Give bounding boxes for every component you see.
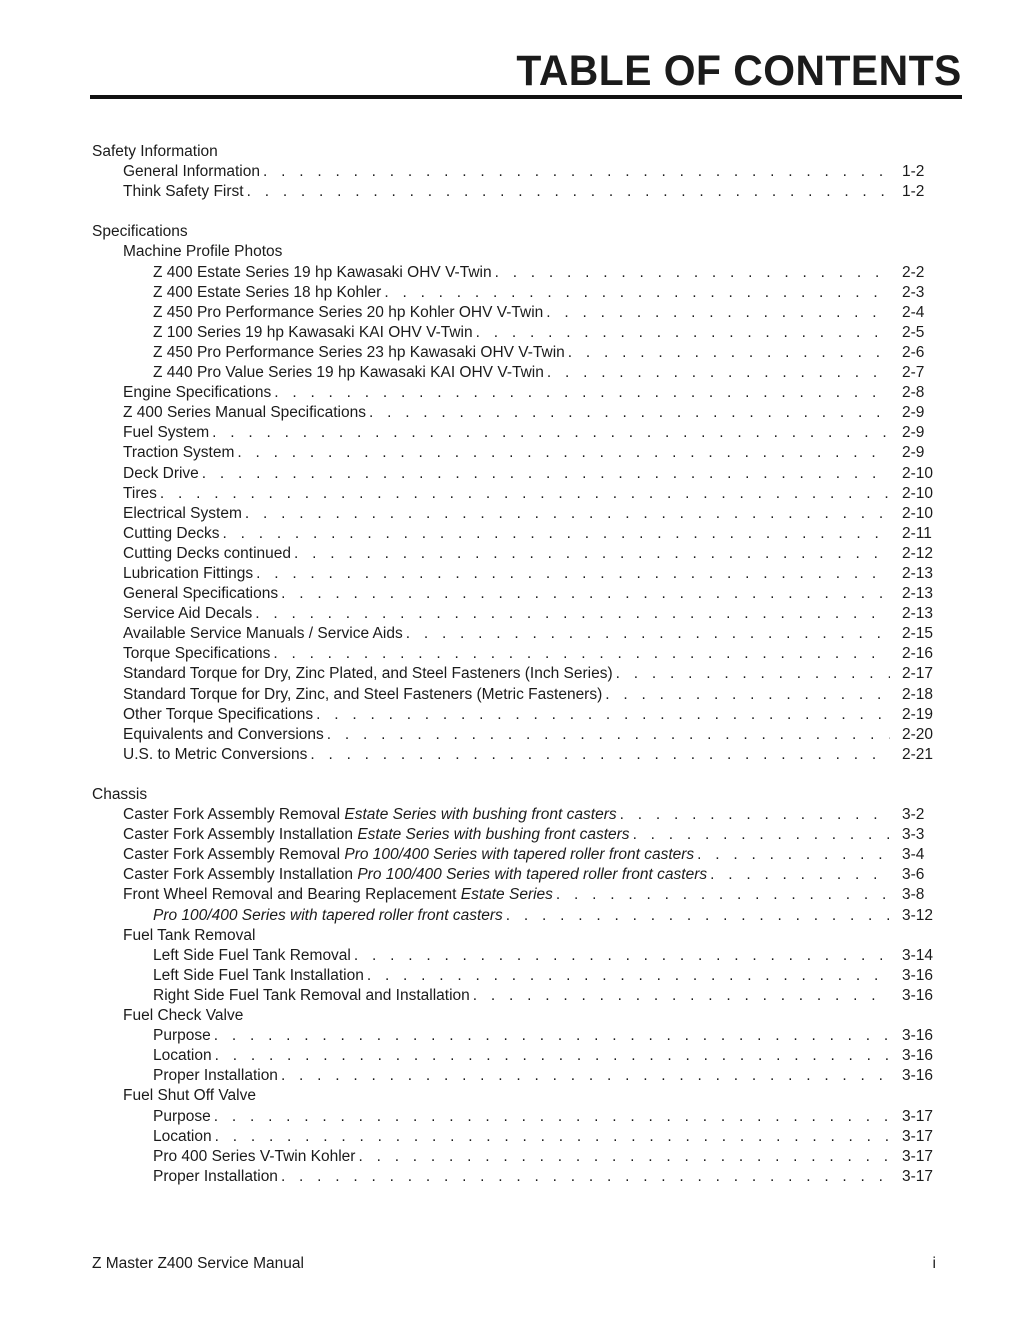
toc-entry-label	[123, 524, 219, 544]
toc-entry-label	[123, 664, 613, 684]
toc-entry-page: 2-13	[902, 564, 934, 582]
toc-entry-label	[153, 986, 470, 1006]
toc-entry-label	[153, 303, 543, 323]
toc-entry	[92, 805, 936, 825]
toc-entry-label	[123, 1086, 256, 1106]
toc-entry	[92, 1147, 936, 1167]
toc-entry-label	[153, 1147, 355, 1167]
toc-entry-label	[153, 323, 473, 343]
dot-leader	[222, 524, 890, 544]
toc-entry-page: 2-8	[902, 384, 925, 402]
toc-entry-page: 2-19	[902, 705, 934, 723]
dot-leader	[214, 1107, 890, 1127]
toc-entry	[92, 1006, 936, 1026]
toc-entry-text: Proper Installation	[153, 1067, 278, 1085]
toc-entry-label	[123, 926, 255, 946]
toc-entry-text: Location	[153, 1047, 212, 1065]
toc-entry-label	[153, 906, 503, 926]
dot-leader	[316, 705, 890, 725]
toc-entry-label	[123, 1006, 243, 1026]
toc-entry-label	[153, 966, 364, 986]
toc-section-heading-label: Chassis	[92, 786, 148, 803]
toc-entry	[92, 363, 936, 383]
dot-leader	[281, 1066, 890, 1086]
toc-entry-label	[123, 484, 157, 504]
toc-entry-label	[153, 1066, 278, 1086]
toc-entry-page: 2-9	[902, 404, 925, 422]
dot-leader	[697, 845, 890, 865]
toc-entry	[92, 725, 936, 745]
toc-entry-text: U.S. to Metric Conversions	[123, 745, 308, 763]
toc-entry	[92, 1026, 936, 1046]
dot-leader	[281, 584, 890, 604]
toc-entry-text: Tires	[123, 484, 157, 502]
dot-leader	[620, 805, 890, 825]
toc-entry	[92, 544, 936, 564]
toc-entry-page: 2-18	[902, 685, 934, 703]
toc-entry-label	[153, 1026, 211, 1046]
dot-leader	[476, 323, 890, 343]
toc-entry-page: 2-20	[902, 725, 934, 743]
toc-entry-text: Front Wheel Removal and Bearing Replacement	[123, 886, 461, 904]
toc-entry-text: Z 400 Series Manual Specifications	[123, 404, 366, 422]
toc-entry-text: Cutting Decks	[123, 524, 220, 542]
toc-entry-text: Deck Drive	[123, 464, 199, 482]
toc-entry	[92, 323, 936, 343]
toc-entry-page: 3-16	[902, 966, 934, 984]
toc-entry-page: 3-17	[902, 1167, 934, 1185]
toc-entry	[92, 705, 936, 725]
toc-entry	[92, 443, 936, 463]
toc-entry-text: Left Side Fuel Tank Removal	[153, 946, 351, 964]
dot-leader	[384, 283, 890, 303]
toc-entry-page: 3-17	[902, 1127, 934, 1145]
toc-entry-page: 2-9	[902, 424, 925, 442]
toc-entry-text: Purpose	[153, 1107, 211, 1125]
toc-entry	[92, 745, 936, 765]
toc-entry-text: Z 100 Series 19 hp Kawasaki KAI OHV V-Twin	[153, 323, 473, 341]
toc-entry-label	[123, 745, 307, 765]
dot-leader	[367, 966, 890, 986]
toc-entry	[92, 504, 936, 524]
toc-entry-page: 2-6	[902, 343, 925, 361]
page-title: TABLE OF CONTENTS	[516, 47, 962, 95]
toc-section-heading-label: Specifications	[92, 223, 188, 241]
toc-entry-label	[123, 182, 244, 202]
toc-entry-text: General Specifications	[123, 585, 279, 603]
toc-entry	[92, 906, 936, 926]
toc-entry-text: Torque Specifications	[123, 645, 271, 663]
toc-entry-label	[153, 1107, 211, 1127]
toc-entry-text: Think Safety First	[123, 183, 244, 201]
toc-entry-text: Fuel Tank Removal	[123, 926, 256, 944]
toc-entry-page: 2-10	[902, 504, 934, 522]
dot-leader	[274, 383, 890, 403]
title-rule-divider	[90, 95, 962, 99]
toc-entry-page: 3-3	[902, 826, 925, 844]
toc-entry	[92, 464, 936, 484]
toc-entry-text: Standard Torque for Dry, Zinc Plated, and Steel Fasteners (Inch Series)	[123, 665, 613, 683]
toc-entry-label	[123, 504, 242, 524]
dot-leader	[327, 725, 890, 745]
toc-entry-page: 3-17	[902, 1147, 934, 1165]
toc-entry-label	[153, 343, 565, 363]
toc-entry-page: 3-12	[902, 906, 934, 924]
toc-section-heading	[92, 785, 936, 805]
dot-leader	[263, 162, 890, 182]
toc-entry-text: Z 450 Pro Performance Series 20 hp Kohler OHV V-Twin	[153, 303, 544, 321]
toc-entry	[92, 946, 936, 966]
toc-entry-text-italic: Estate Series	[460, 886, 553, 904]
dot-leader	[473, 986, 890, 1006]
dot-leader	[294, 544, 890, 564]
toc-entry-text: Z 400 Estate Series 18 hp Kohler	[153, 283, 382, 301]
toc-entry-page: 1-2	[902, 163, 925, 181]
toc-entry-page: 2-9	[902, 444, 925, 462]
toc-entry-text: Proper Installation	[153, 1167, 278, 1185]
toc-entry-label	[153, 946, 351, 966]
toc-entry	[92, 343, 936, 363]
toc-section-heading	[92, 222, 936, 242]
toc-entry-page: 3-4	[902, 846, 925, 864]
footer-page-number: i	[932, 1255, 936, 1272]
toc-entry-page: 2-21	[902, 745, 934, 763]
toc-entry-page: 3-16	[902, 986, 934, 1004]
toc-entry-text: Standard Torque for Dry, Zinc, and Steel Fasteners (Metric Fasteners)	[123, 685, 603, 703]
dot-leader	[556, 885, 890, 905]
toc-entry-text-italic: Estate Series with bushing front casters	[357, 826, 630, 844]
toc-entry-text: Pro 400 Series V-Twin Kohler	[153, 1147, 356, 1165]
toc-entry-page: 2-11	[902, 524, 932, 542]
dot-leader	[237, 443, 890, 463]
dot-leader	[354, 946, 890, 966]
toc-entry-text: Service Aid Decals	[123, 605, 253, 623]
dot-leader	[546, 303, 890, 323]
toc-entry-page: 3-8	[902, 886, 925, 904]
dot-leader	[214, 1026, 890, 1046]
toc-entry	[92, 263, 936, 283]
toc-entry-label	[153, 263, 492, 283]
toc-section	[92, 222, 936, 765]
toc-entry-text: Available Service Manuals / Service Aids	[123, 625, 403, 643]
toc-entry	[92, 604, 936, 624]
toc-entry-text: Location	[153, 1127, 212, 1145]
toc-entry-text-italic: Pro 100/400 Series with tapered roller front casters	[357, 866, 708, 884]
toc-entry-text: Caster Fork Assembly Removal	[123, 846, 345, 864]
toc-section-heading-label: Safety Information	[92, 143, 218, 160]
toc-entry-text: Z 400 Estate Series 19 hp Kawasaki OHV V-Twin	[153, 263, 492, 281]
toc-entry	[92, 624, 936, 644]
toc-entry-page: 1-2	[902, 183, 925, 201]
toc-entry-label	[123, 644, 270, 664]
toc-entry-text: Cutting Decks continued	[123, 544, 292, 562]
toc-entry	[92, 885, 936, 905]
toc-entry-page: 3-16	[902, 1047, 934, 1065]
toc-entry-page: 3-17	[902, 1107, 934, 1125]
toc-entry-label	[123, 464, 199, 484]
dot-leader	[506, 906, 890, 926]
toc-entry	[92, 182, 936, 202]
toc-entry	[92, 484, 936, 504]
toc-entry-label	[123, 825, 630, 845]
toc-entry-label	[123, 624, 403, 644]
toc-entry	[92, 242, 936, 262]
toc-entry-text-italic: Pro 100/400 Series with tapered roller front casters	[344, 846, 695, 864]
toc-entry-page: 2-16	[902, 645, 934, 663]
toc-entry-page: 2-17	[902, 665, 934, 683]
toc-entry-label	[123, 805, 617, 825]
toc-entry	[92, 584, 936, 604]
toc-entry-text: Fuel Check Valve	[123, 1007, 244, 1025]
toc-entry-text: General Information	[123, 163, 260, 181]
dot-leader	[215, 1046, 890, 1066]
toc-entry-text: Engine Specifications	[123, 384, 272, 402]
toc-entry-page: 2-10	[902, 464, 934, 482]
toc-entry-page: 2-13	[902, 585, 934, 603]
toc-entry-label	[153, 1167, 278, 1187]
dot-leader	[616, 664, 890, 684]
dot-leader	[406, 624, 890, 644]
toc-entry-text-italic: Estate Series with bushing front casters	[344, 806, 617, 824]
toc-entry	[92, 283, 936, 303]
toc-entry-text: Purpose	[153, 1027, 211, 1045]
dot-leader	[255, 604, 890, 624]
toc-entry	[92, 1046, 936, 1066]
toc-entry-page: 2-12	[902, 544, 934, 562]
page-footer	[92, 1254, 936, 1274]
toc-entry-text: Electrical System	[123, 504, 242, 522]
toc-entry	[92, 865, 936, 885]
toc-entry-page: 2-15	[902, 625, 934, 643]
toc-entry-text: Other Torque Specifications	[123, 705, 314, 723]
dot-leader	[247, 182, 890, 202]
toc-entry-label	[123, 443, 234, 463]
dot-leader	[633, 825, 890, 845]
dot-leader	[245, 504, 890, 524]
toc-entry-label	[123, 564, 253, 584]
toc-entry-label	[123, 544, 291, 564]
dot-leader	[710, 865, 890, 885]
toc-entry	[92, 1107, 936, 1127]
toc-entry	[92, 845, 936, 865]
toc-entry-label	[153, 363, 544, 383]
dot-leader	[273, 644, 890, 664]
toc-entry-text: Fuel System	[123, 424, 210, 442]
toc-entry	[92, 303, 936, 323]
toc-entry-page: 2-10	[902, 484, 934, 502]
toc-entry-text: Traction System	[123, 444, 235, 462]
toc-entry-text: Z 450 Pro Performance Series 23 hp Kawasaki OHV V-Twin	[153, 343, 565, 361]
toc-entry-label	[153, 1046, 212, 1066]
toc-entry-text: Caster Fork Assembly Removal	[123, 806, 345, 824]
toc-entry-label	[123, 705, 313, 725]
toc-entry	[92, 664, 936, 684]
toc-entry-page: 3-16	[902, 1027, 934, 1045]
toc-entry-label	[123, 403, 366, 423]
toc-entry-page: 3-16	[902, 1067, 934, 1085]
dot-leader	[256, 564, 890, 584]
dot-leader	[605, 685, 890, 705]
toc-entry-label	[153, 1127, 212, 1147]
toc-entry-text: Caster Fork Assembly Installation	[123, 826, 358, 844]
toc-entry-text: Left Side Fuel Tank Installation	[153, 966, 364, 984]
toc-entry-text: Fuel Shut Off Valve	[123, 1087, 256, 1105]
page-title-wrap	[90, 47, 962, 95]
toc-entry-page: 2-3	[902, 283, 925, 301]
toc-entry	[92, 1086, 936, 1106]
dot-leader	[212, 423, 890, 443]
toc-entry-text: Z 440 Pro Value Series 19 hp Kawasaki KAI OHV V-Twin	[153, 364, 544, 382]
dot-leader	[202, 464, 890, 484]
toc-entry	[92, 403, 936, 423]
toc-entry	[92, 162, 936, 182]
toc-entry-text: Caster Fork Assembly Installation	[123, 866, 358, 884]
toc-entry-label	[123, 685, 602, 705]
toc-entry	[92, 986, 936, 1006]
toc-entry-text: Right Side Fuel Tank Removal and Installation	[153, 986, 470, 1004]
toc-entry	[92, 926, 936, 946]
toc-entry	[92, 423, 936, 443]
toc-entry-text: Equivalents and Conversions	[123, 725, 324, 743]
toc-entry-label	[123, 604, 252, 624]
toc-entry-page: 2-4	[902, 303, 925, 321]
toc-entry-text: Machine Profile Photos	[123, 243, 283, 261]
toc-section	[92, 142, 936, 202]
toc-entry-label	[123, 865, 707, 885]
toc-entry	[92, 825, 936, 845]
toc-entry-page: 3-6	[902, 866, 925, 884]
toc-entry	[92, 1127, 936, 1147]
toc-entry-label	[123, 383, 271, 403]
dot-leader	[160, 484, 890, 504]
toc-entry-page: 2-5	[902, 323, 925, 341]
toc-entry-label	[153, 283, 381, 303]
toc-entry-label	[123, 885, 553, 905]
toc-entry	[92, 524, 936, 544]
toc-entry	[92, 966, 936, 986]
toc-section	[92, 785, 936, 1187]
toc-entry-label	[123, 584, 278, 604]
dot-leader	[568, 343, 890, 363]
toc-entry-label	[123, 725, 324, 745]
toc-entry	[92, 644, 936, 664]
toc-entry	[92, 685, 936, 705]
dot-leader	[495, 263, 890, 283]
toc-entry-label	[123, 242, 282, 262]
toc-entry-label	[123, 845, 694, 865]
toc-entry-text-italic: Pro 100/400 Series with tapered roller front casters	[153, 906, 503, 924]
toc-entry	[92, 1066, 936, 1086]
toc-entry-label	[123, 162, 260, 182]
toc-entry-text: Lubrication Fittings	[123, 564, 254, 582]
toc-section-heading	[92, 142, 936, 162]
toc-entry	[92, 383, 936, 403]
toc-entry-page: 2-7	[902, 364, 925, 382]
dot-leader	[215, 1127, 890, 1147]
toc-entry-page: 3-2	[902, 806, 925, 824]
toc-entry-page: 2-13	[902, 605, 934, 623]
dot-leader	[281, 1167, 890, 1187]
toc-entry	[92, 564, 936, 584]
table-of-contents	[92, 142, 936, 1187]
toc-entry-label	[123, 423, 209, 443]
toc-entry-page: 2-2	[902, 263, 925, 281]
dot-leader	[547, 363, 890, 383]
dot-leader	[310, 745, 890, 765]
dot-leader	[369, 403, 890, 423]
dot-leader	[358, 1147, 890, 1167]
footer-document-title: Z Master Z400 Service Manual	[92, 1255, 304, 1272]
toc-entry-page: 3-14	[902, 946, 934, 964]
toc-entry	[92, 1167, 936, 1187]
